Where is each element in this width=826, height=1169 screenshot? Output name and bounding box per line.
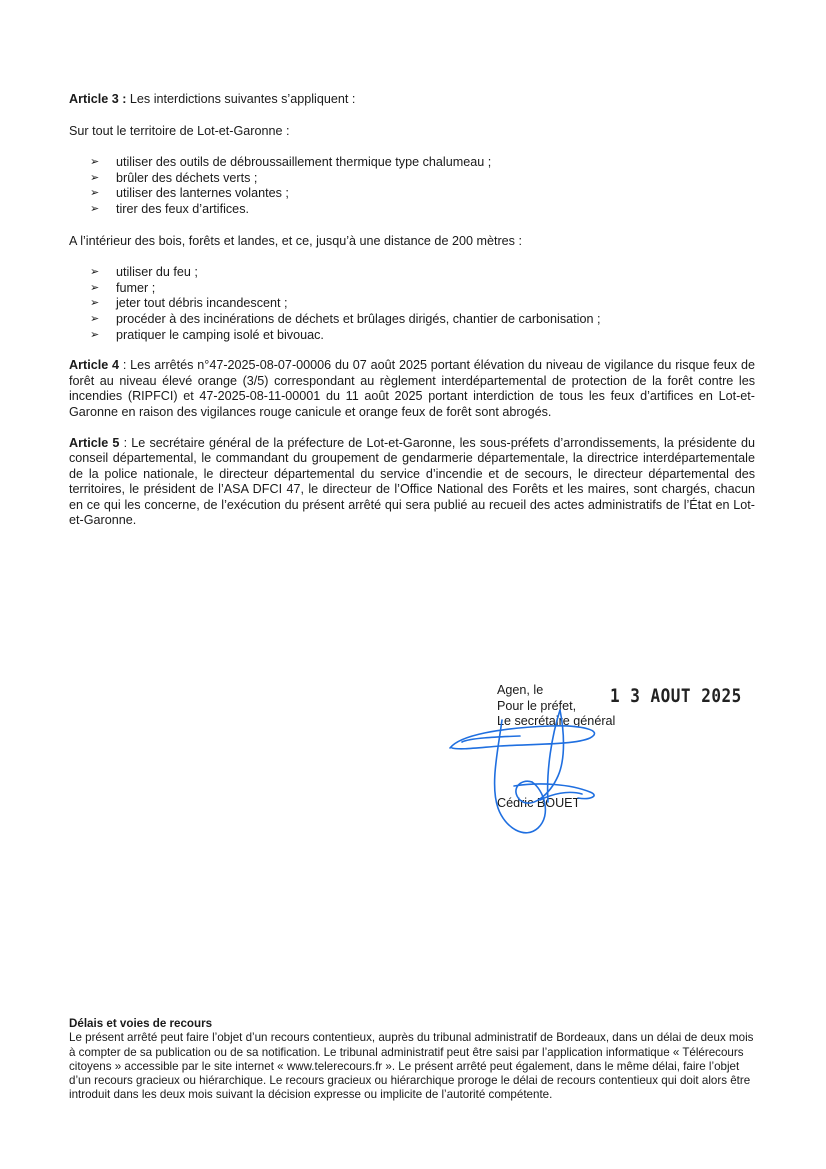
- article-5: [69, 436, 755, 530]
- handwritten-signature: [440, 690, 630, 840]
- list-item: ➢ tirer des feux d’artifices.: [90, 201, 249, 216]
- arrow-bullet-icon: ➢: [90, 297, 100, 310]
- signature-role: Le secrétaire général: [497, 714, 616, 728]
- arrow-bullet-icon: ➢: [90, 281, 100, 294]
- scope-territory: Sur tout le territoire de Lot-et-Garonne :: [69, 123, 290, 138]
- article-4-label: Article 4: [69, 358, 120, 373]
- legal-recourse-footer: [69, 1017, 759, 1103]
- arrow-bullet-icon: ➢: [90, 156, 100, 169]
- prohibition-list-forests: [69, 265, 755, 343]
- signature-place: Agen, le: [497, 683, 544, 697]
- signature-for: Pour le préfet,: [497, 698, 577, 713]
- arrow-bullet-icon: ➢: [90, 312, 100, 325]
- date-stamp: 1 3 AOUT 2025: [610, 684, 742, 707]
- article-5-label: Article 5: [69, 435, 120, 450]
- list-item: ➢ utiliser du feu ;: [90, 265, 198, 280]
- footer-text: Le présent arrêté peut faire l’objet d’un recours contentieux, auprès du tribunal administratif de Bordeaux, dans un délai de deux mois à compter de sa publication ou de sa notification. Le tribunal administratif peut être saisi par l’application informatique « Télérecours citoyens » accessible par le site internet « www.telerecours.fr ». Le présent arrêté peut également, dans le même délai, faire l’objet d’un recours gracieux ou hiérarchique. Le recours gracieux ou hiérarchique proroge le délai de recours contentieux qui doit alors être introduit dans les deux mois suivant la décision expresse ou implicite de l’autorité compétente.: [69, 1031, 754, 1102]
- arrow-bullet-icon: ➢: [90, 202, 100, 215]
- articles-body: [69, 92, 755, 529]
- article-3-intro: [69, 92, 755, 108]
- arrow-bullet-icon: ➢: [90, 266, 100, 279]
- list-item: ➢ procéder à des incinérations de déchets et brûlages dirigés, chantier de carbonisation ;: [90, 311, 601, 326]
- arrow-bullet-icon: ➢: [90, 187, 100, 200]
- article-5-text: : Le secrétaire général de la préfecture de Lot-et-Garonne, les sous-préfets d’arrondissements, la présidente du conseil départemental, le commandant du groupement de gendarmerie départementale, la directrice interdépartementale de la police nationale, le directeur départemental du service d’incendie et de secours, le directeur départemental des territoires, le président de l’ASA DFCI 47, le directeur de l’Office National des Forêts et les maires, sont chargés, chacun en ce qui les concerne, de l’exécution du présent arrêté qui sera publié au recueil des actes administratifs de l’État en Lot-et-Garonne.: [69, 435, 756, 528]
- article-4-text: : Les arrêtés n°47-2025-08-07-00006 du 07 août 2025 portant élévation du niveau de vigilance du risque feux de forêt au niveau élevé orange (3/5) correspondant au règlement interdépartemental de protection de la forêt contre les incendies (RIPFCI) et 47-2025-08-11-00001 du 11 août 2025 portant interdiction de tous les feux d’artifices en Lot-et-Garonne en raison des vigilances rouge canicule et orange feux de forêt sont abrogés.: [69, 358, 755, 419]
- list-item: ➢ jeter tout débris incandescent ;: [90, 296, 288, 311]
- list-item: ➢ utiliser des lanternes volantes ;: [90, 186, 289, 201]
- scope-forests: A l’intérieur des bois, forêts et landes, et ce, jusqu’à une distance de 200 mètres :: [69, 233, 522, 248]
- article-3-text: Les interdictions suivantes s’appliquent :: [126, 92, 356, 106]
- arrow-bullet-icon: ➢: [90, 171, 100, 184]
- list-item: ➢ pratiquer le camping isolé et bivouac.: [90, 327, 324, 342]
- signer-name: Cédric BOUET: [497, 796, 581, 810]
- footer-title: Délais et voies de recours: [69, 1017, 213, 1030]
- list-item: ➢ brûler des déchets verts ;: [90, 170, 258, 185]
- list-item: ➢ fumer ;: [90, 280, 156, 295]
- article-3-label: Article 3 :: [69, 92, 127, 106]
- prohibition-list-territory: [69, 155, 755, 217]
- article-4: [69, 358, 755, 420]
- list-item: ➢ utiliser des outils de débroussaillement thermique type chalumeau ;: [90, 155, 492, 170]
- arrow-bullet-icon: ➢: [90, 328, 100, 341]
